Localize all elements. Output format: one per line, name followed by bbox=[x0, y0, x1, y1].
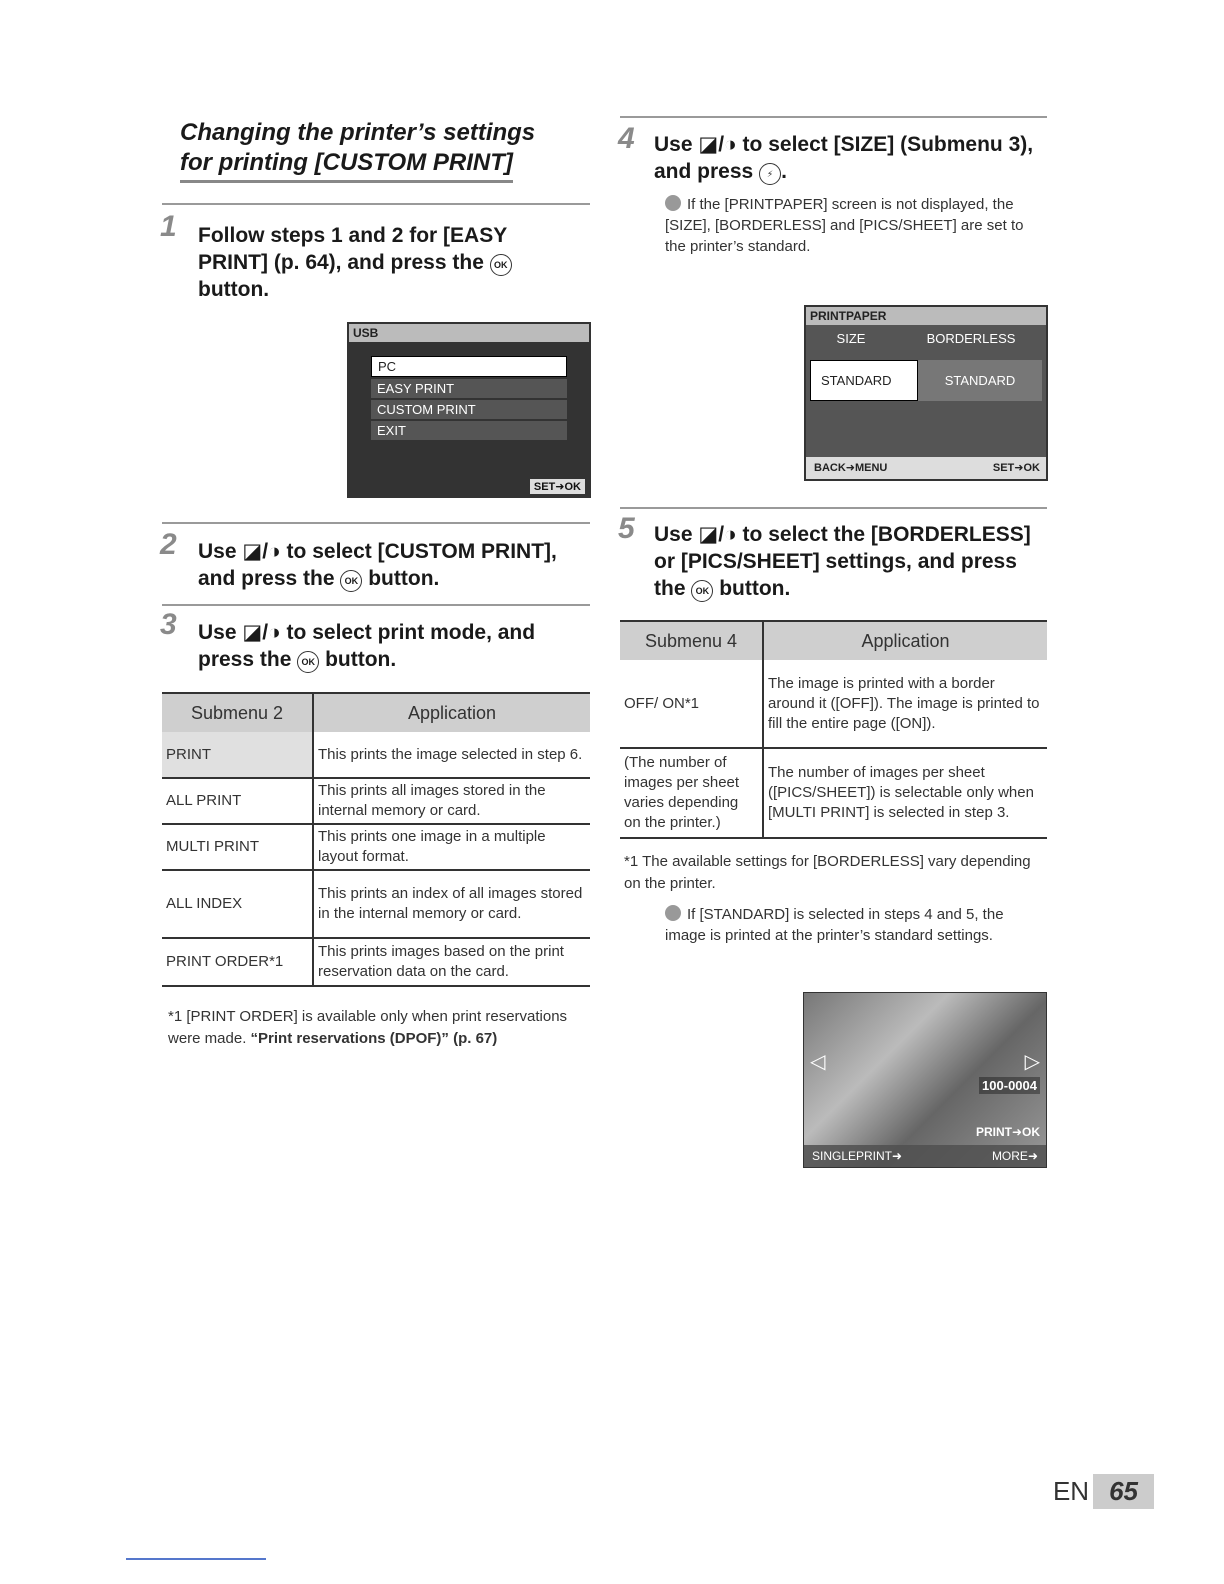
menu-item-custom-print[interactable]: CUSTOM PRINT bbox=[371, 400, 567, 419]
table-header: Application bbox=[763, 621, 1047, 660]
divider bbox=[620, 116, 1047, 118]
bottom-link-line bbox=[126, 1558, 266, 1560]
footnote-link[interactable]: “Print reservations (DPOF)” (p. 67) bbox=[250, 1030, 498, 1047]
table-cell: This prints one image in a multiple layout format. bbox=[313, 824, 590, 870]
printpaper-header: PRINTPAPER bbox=[806, 307, 1046, 325]
hint-icon bbox=[665, 195, 681, 211]
submenu4-table bbox=[620, 620, 1047, 839]
table-row bbox=[162, 732, 590, 778]
playback-screen bbox=[803, 992, 1047, 1168]
table-cell: OFF/ ON*1 bbox=[620, 660, 763, 748]
set-ok-label: SET➜OK bbox=[992, 462, 1040, 474]
menu-item-easy-print[interactable]: EASY PRINT bbox=[371, 379, 567, 398]
single-print-label: SINGLEPRINT➜ bbox=[812, 1149, 903, 1163]
table-cell: This prints the image selected in step 6. bbox=[313, 732, 590, 778]
back-menu-label: BACK➜MENU bbox=[814, 462, 888, 474]
table-cell: ALL PRINT bbox=[162, 778, 313, 824]
table-row bbox=[162, 824, 590, 870]
step2-text: Use ◪/◑ to select [CUSTOM PRINT], and press the bbox=[198, 540, 557, 590]
step4-tail: . bbox=[781, 160, 787, 183]
section-title bbox=[180, 118, 590, 183]
table-cell: MULTI PRINT bbox=[162, 824, 313, 870]
table-cell: This prints all images stored in the internal memory or card. bbox=[313, 778, 590, 824]
divider bbox=[620, 507, 1047, 509]
right-arrow-icon[interactable]: ▷ bbox=[1024, 1051, 1040, 1073]
table-header: Submenu 2 bbox=[162, 693, 313, 732]
table-cell: (The number of images per sheet varies depending on the printer.) bbox=[620, 748, 763, 838]
page-number-value: 65 bbox=[1093, 1474, 1154, 1509]
table-cell: The image is printed with a border around it ([OFF]). The image is printed to fill the entire page ([ON]). bbox=[763, 660, 1047, 748]
step1-tail: button. bbox=[198, 278, 270, 301]
hint-icon bbox=[665, 905, 681, 921]
hint-text: If the [PRINTPAPER] screen is not displayed, the [SIZE], [BORDERLESS] and [PICS/SHEET] are set to the printer’s standard. bbox=[665, 196, 1024, 255]
footnote-borderless: *1 The available settings for [BORDERLESS] vary depending on the printer. bbox=[624, 853, 1031, 892]
language-code: EN bbox=[1052, 1476, 1090, 1506]
divider bbox=[162, 604, 590, 606]
left-arrow-icon[interactable]: ◁ bbox=[810, 1051, 826, 1073]
step1-number: 1 bbox=[160, 210, 177, 243]
step5-tail: button. bbox=[719, 577, 791, 600]
step5-text: Use ◪/◑ to select the [BORDERLESS] or [PICS/SHEET] settings, and press the bbox=[654, 523, 1031, 600]
step2-tail: button. bbox=[368, 567, 440, 590]
printpaper-screen bbox=[804, 305, 1048, 481]
step5-number: 5 bbox=[618, 512, 635, 545]
table-cell: This prints images based on the print reservation data on the card. bbox=[313, 938, 590, 986]
table-header: Submenu 4 bbox=[620, 621, 763, 660]
ok-button-icon: OK bbox=[297, 651, 319, 673]
flash-button-icon: ⚡ bbox=[759, 163, 781, 185]
step5-hint bbox=[665, 904, 1045, 946]
table-cell: This prints an index of all images stored in the internal memory or card. bbox=[313, 870, 590, 938]
step2-instruction bbox=[198, 538, 588, 592]
table-row bbox=[162, 870, 590, 938]
step5-instruction bbox=[654, 521, 1044, 602]
table-row bbox=[162, 778, 590, 824]
step2-number: 2 bbox=[160, 528, 177, 561]
file-number: 100-0004 bbox=[979, 1077, 1040, 1094]
print-ok-label: PRINT➜OK bbox=[975, 1125, 1040, 1139]
table-cell: PRINT ORDER*1 bbox=[162, 938, 313, 986]
table-row bbox=[620, 748, 1047, 838]
footnote-print-order bbox=[168, 1006, 578, 1050]
step4-instruction bbox=[654, 131, 1034, 185]
table-row bbox=[162, 938, 590, 986]
table-cell: ALL INDEX bbox=[162, 870, 313, 938]
hint-text: If [STANDARD] is selected in steps 4 and 5, the image is printed at the printer’s standard settings. bbox=[665, 906, 1004, 944]
step3-instruction bbox=[198, 619, 593, 673]
table-cell: PRINT bbox=[162, 732, 313, 778]
footnote-text: *1 [PRINT ORDER] is available only when print reservations were made. bbox=[168, 1008, 568, 1047]
borderless-value[interactable]: STANDARD bbox=[918, 360, 1042, 401]
menu-item-pc[interactable]: PC bbox=[371, 356, 567, 377]
table-cell: The number of images per sheet ([PICS/SHEET]) is selectable only when [MULTI PRINT] is selected in step 3. bbox=[763, 748, 1047, 838]
ok-button-icon: OK bbox=[340, 570, 362, 592]
size-value[interactable]: STANDARD bbox=[810, 360, 918, 401]
section-title-line1: Changing the printer’s settings bbox=[180, 119, 536, 146]
submenu2-table bbox=[162, 692, 590, 987]
table-row bbox=[620, 660, 1047, 748]
ok-button-icon: OK bbox=[691, 580, 713, 602]
size-column-label: SIZE bbox=[836, 331, 866, 346]
step3-number: 3 bbox=[160, 608, 177, 641]
set-ok-label: SET➜OK bbox=[530, 479, 585, 494]
menu-item-exit[interactable]: EXIT bbox=[371, 421, 567, 440]
divider bbox=[162, 522, 590, 524]
step3-tail: button. bbox=[325, 648, 397, 671]
usb-screen-header: USB bbox=[349, 324, 589, 342]
page-number bbox=[1053, 1474, 1154, 1509]
step1-instruction bbox=[198, 222, 578, 303]
ok-button-icon: OK bbox=[490, 254, 512, 276]
step4-number: 4 bbox=[618, 122, 635, 155]
more-label: MORE➜ bbox=[991, 1149, 1038, 1163]
borderless-column-label: BORDERLESS bbox=[926, 331, 1016, 346]
divider bbox=[162, 203, 590, 205]
step1-text: Follow steps 1 and 2 for [EASY PRINT] (p. 64), and press the bbox=[198, 224, 507, 274]
section-title-line2: for printing [CUSTOM PRINT] bbox=[180, 148, 513, 183]
step3-text: Use ◪/◑ to select print mode, and press the bbox=[198, 621, 536, 671]
step4-text: Use ◪/◑ to select [SIZE] (Submenu 3), and press bbox=[654, 133, 1034, 183]
usb-screen bbox=[347, 322, 591, 498]
step4-hint bbox=[665, 194, 1035, 257]
table-header: Application bbox=[313, 693, 590, 732]
